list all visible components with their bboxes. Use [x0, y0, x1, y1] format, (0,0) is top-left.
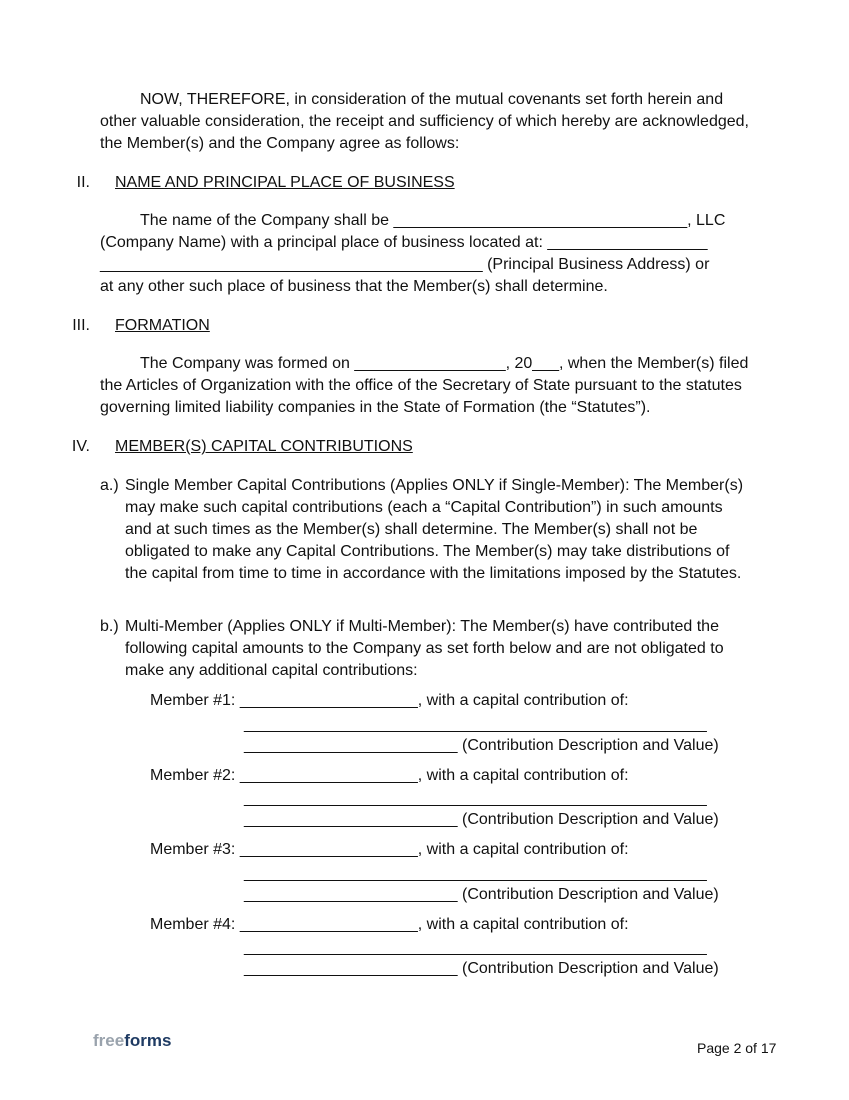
member-3-contribution-desc: ________________________ (Contribution Description and Value) [244, 886, 719, 903]
list-item-body: Single Member Capital Contributions (Applies ONLY if Single-Member): The Member(s) may make such capital contributions (each a “Capital Contribution”) in such amounts and at such times as the Member(s) shall determine. The Member(s) shall not be obligated to make any Capital Contributions. The Member(s) may take distributions of the capital from time to time in accordance with the limitations imposed by the Statutes. [125, 477, 744, 582]
member-3-line: Member #3: ____________________, with a capital contribution of: [150, 841, 629, 858]
member-2-contribution-desc: ________________________ (Contribution Description and Value) [244, 811, 719, 828]
section-number: IV. [71, 438, 90, 455]
member-4-contribution-blank: ____________________________________________________ [244, 939, 707, 956]
member-2-line: Member #2: ____________________, with a capital contribution of: [150, 767, 629, 784]
section-title: MEMBER(S) CAPITAL CONTRIBUTIONS [115, 438, 413, 455]
member-3-contribution-blank: ____________________________________________________ [244, 865, 707, 882]
section-heading-name [0, 172, 849, 194]
list-item-body: Multi-Member (Applies ONLY if Multi-Member): The Member(s) have contributed the following capital amounts to the Company as set forth below and are not obligated to make any additional capital contributions: [125, 618, 724, 679]
list-item-label: a.) [100, 477, 119, 494]
name-line-4: at any other such place of business that the Member(s) shall determine. [100, 278, 608, 295]
section-heading-contributions [0, 436, 849, 458]
name-line-2: (Company Name) with a principal place of business located at: __________________ [100, 234, 708, 251]
member-2-contribution-blank: ____________________________________________________ [244, 790, 707, 807]
name-line-1: The name of the Company shall be _________________________________, LLC [140, 212, 726, 229]
section-number: III. [72, 317, 90, 334]
name-line-3: ___________________________________________ (Principal Business Address) or [100, 256, 710, 273]
logo-forms-text: forms [124, 1031, 172, 1050]
intro-paragraph: NOW, THEREFORE, in consideration of the mutual covenants set forth herein and other valuable consideration, the receipt and sufficiency of which hereby are acknowledged, the Member(s) and the Company agree as follows: [100, 91, 749, 152]
member-1-contribution-desc: ________________________ (Contribution Description and Value) [244, 737, 719, 754]
section-title: NAME AND PRINCIPAL PLACE OF BUSINESS [115, 174, 455, 191]
member-4-contribution-desc: ________________________ (Contribution Description and Value) [244, 960, 719, 977]
logo-free-text: free [93, 1031, 125, 1050]
freeforms-logo [93, 1031, 171, 1051]
section-number: II. [76, 174, 90, 191]
formation-paragraph: The Company was formed on _________________, 20___, when the Member(s) filed the Articles of Organization with the office of the Secretary of State pursuant to the statutes governing limited liability companies in the State of Formation (the “Statutes”). [100, 355, 749, 416]
member-4-line: Member #4: ____________________, with a capital contribution of: [150, 916, 629, 933]
section-heading-formation [0, 315, 849, 337]
list-item-label: b.) [100, 618, 119, 635]
member-1-contribution-blank: ____________________________________________________ [244, 716, 707, 733]
member-1-line: Member #1: ____________________, with a capital contribution of: [150, 692, 629, 709]
page-number: Page 2 of 17 [697, 1040, 777, 1056]
section-title: FORMATION [115, 317, 210, 334]
